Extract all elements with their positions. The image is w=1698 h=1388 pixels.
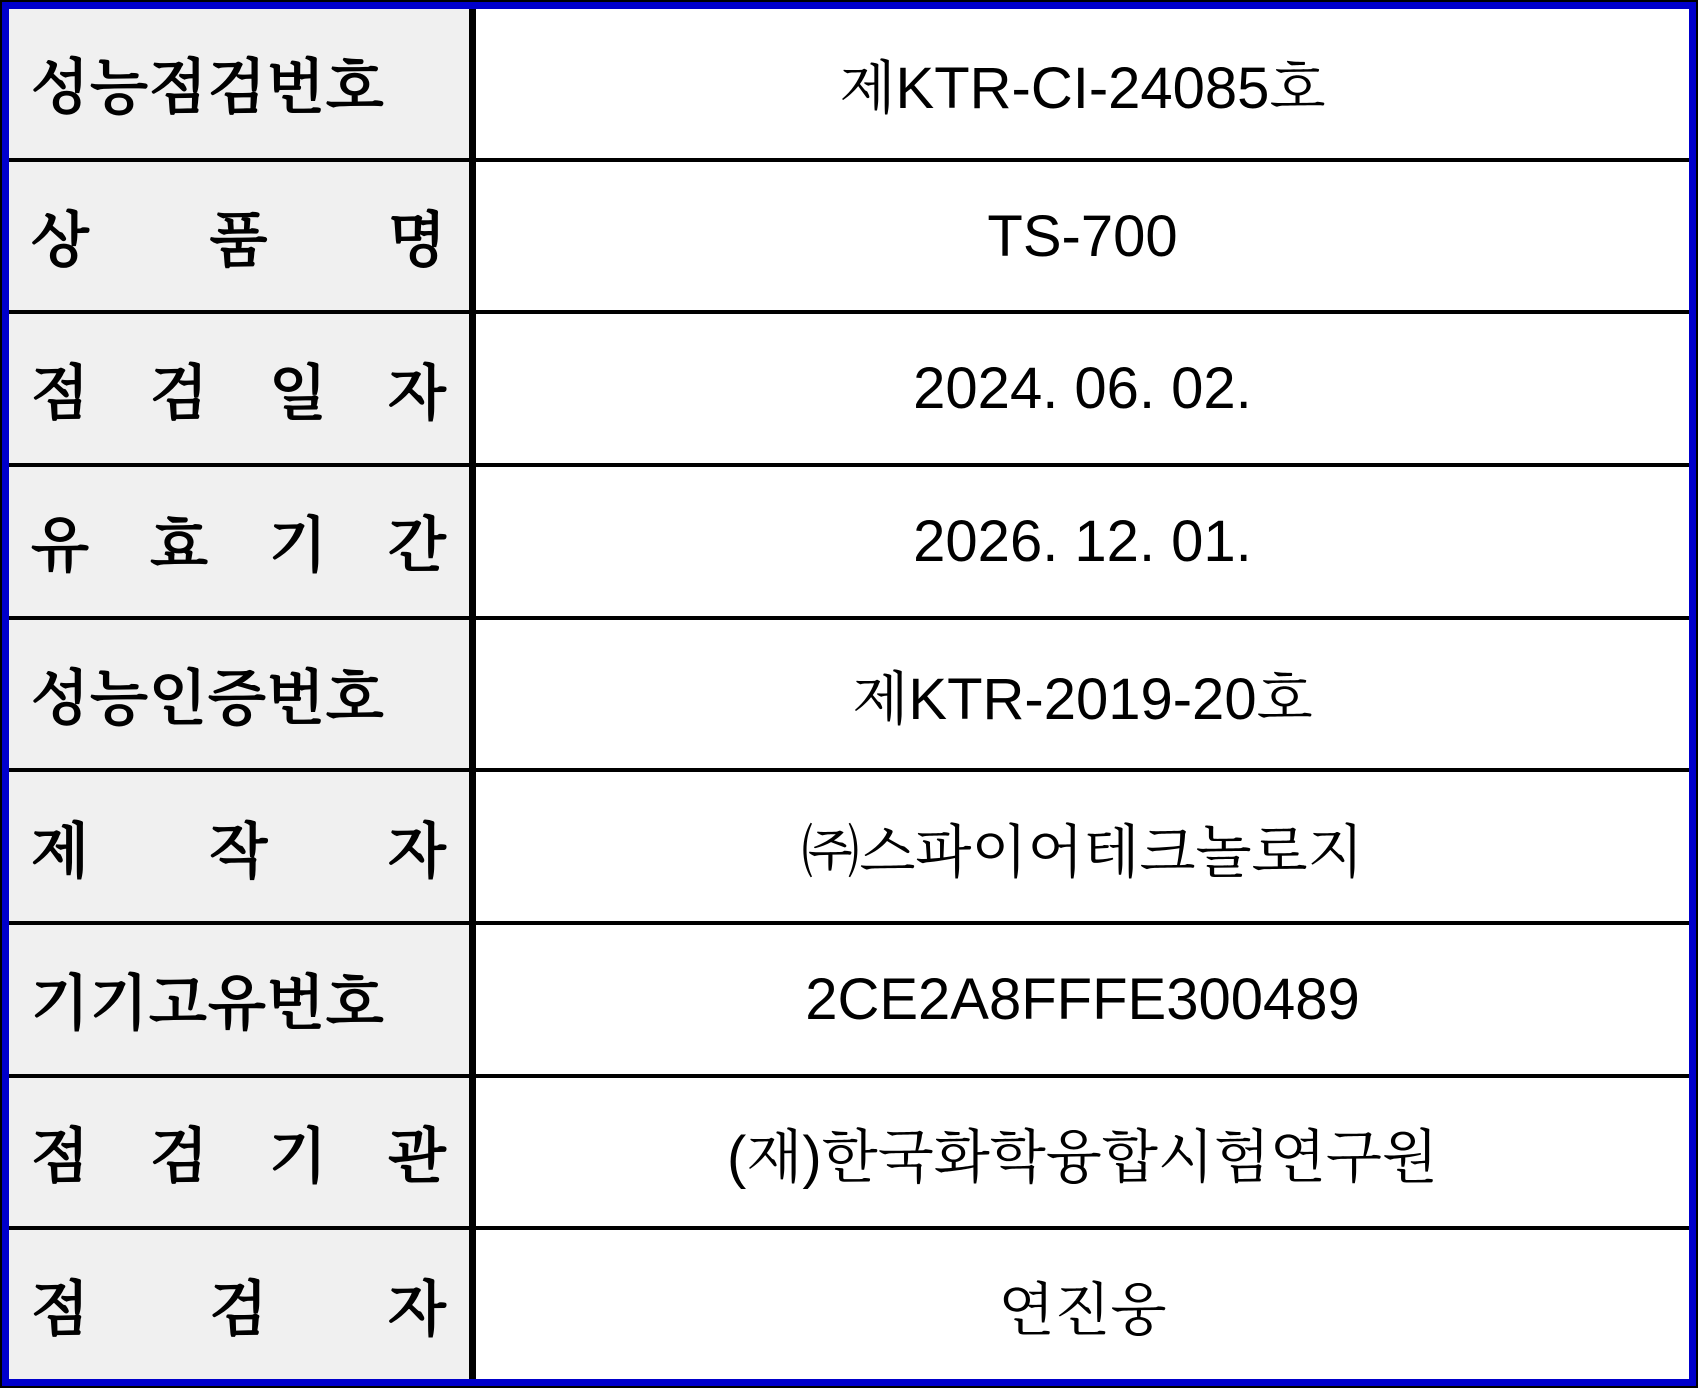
table-row bbox=[9, 1230, 1689, 1379]
row-label-cell bbox=[9, 9, 476, 158]
table-row bbox=[9, 314, 1689, 467]
row-label: 성능인증번호 bbox=[31, 665, 385, 733]
row-label-cell bbox=[9, 620, 476, 769]
row-value: 연진웅 bbox=[998, 1277, 1167, 1343]
row-value: ㈜스파이어테크놀로지 bbox=[801, 819, 1364, 885]
row-label: 점 검 일 자 bbox=[31, 359, 447, 427]
row-label-cell bbox=[9, 467, 476, 616]
row-label: 점 검 자 bbox=[31, 1275, 447, 1343]
row-label-cell bbox=[9, 772, 476, 921]
table-row bbox=[9, 9, 1689, 162]
table-row bbox=[9, 1078, 1689, 1231]
table-row bbox=[9, 620, 1689, 773]
row-label-cell bbox=[9, 1230, 476, 1379]
row-value: 제KTR-2019-20호 bbox=[852, 667, 1313, 733]
table-row bbox=[9, 162, 1689, 315]
row-label: 기기고유번호 bbox=[31, 970, 385, 1038]
row-value-cell bbox=[476, 1078, 1689, 1227]
table-row bbox=[9, 467, 1689, 620]
row-label: 상 품 명 bbox=[31, 207, 447, 274]
row-value-cell bbox=[476, 314, 1689, 463]
row-value: 2026. 12. 01. bbox=[913, 508, 1252, 574]
row-value-cell bbox=[476, 1230, 1689, 1379]
row-value-cell bbox=[476, 620, 1689, 769]
row-value-cell bbox=[476, 467, 1689, 616]
table-row bbox=[9, 925, 1689, 1078]
row-label: 제 작 자 bbox=[31, 817, 447, 885]
row-value: 제KTR-CI-24085호 bbox=[839, 56, 1326, 122]
row-value-cell bbox=[476, 162, 1689, 311]
row-value-cell bbox=[476, 925, 1689, 1074]
certificate-table bbox=[2, 2, 1696, 1386]
row-label: 유 효 기 간 bbox=[31, 512, 447, 580]
row-label-cell bbox=[9, 1078, 476, 1227]
row-label-cell bbox=[9, 162, 476, 311]
row-label-cell bbox=[9, 925, 476, 1074]
row-value: 2024. 06. 02. bbox=[913, 356, 1252, 422]
row-label: 점 검 기 관 bbox=[31, 1123, 447, 1191]
row-label: 성능점검번호 bbox=[31, 54, 385, 122]
table-row bbox=[9, 772, 1689, 925]
row-value-cell bbox=[476, 772, 1689, 921]
row-value: TS-700 bbox=[987, 203, 1178, 269]
row-value-cell bbox=[476, 9, 1689, 158]
row-label-cell bbox=[9, 314, 476, 463]
row-value: (재)한국화학융합시험연구원 bbox=[727, 1125, 1438, 1191]
row-value: 2CE2A8FFFE300489 bbox=[805, 966, 1360, 1032]
